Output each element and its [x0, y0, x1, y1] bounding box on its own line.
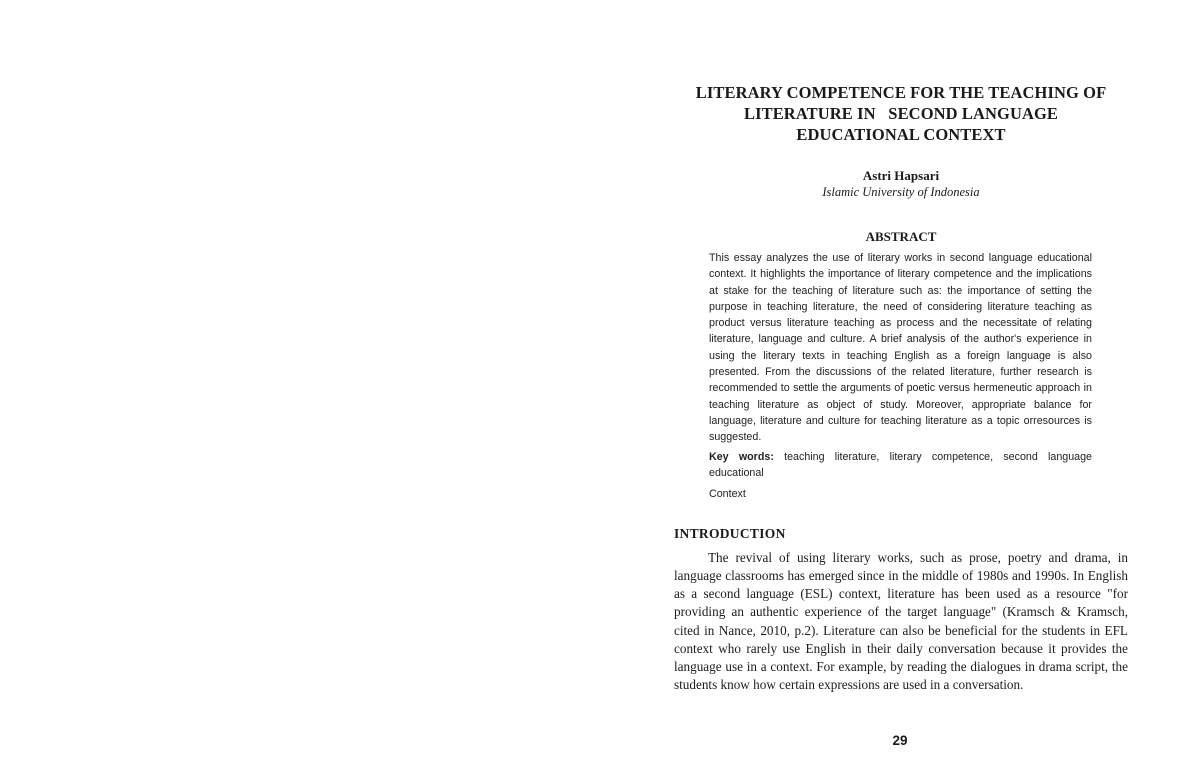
keywords-continuation: Context [709, 488, 746, 501]
abstract-heading: ABSTRACT [865, 229, 937, 244]
title-line-3: EDUCATIONAL CONTEXT [796, 125, 1006, 144]
author-name: Astri Hapsari [862, 168, 940, 183]
article-column [674, 82, 1128, 707]
page-number: 29 [892, 733, 908, 748]
keywords [709, 449, 1092, 482]
keywords-text: teaching literature, literary competence, second language educational [709, 450, 1092, 479]
abstract-text: This essay analyzes the use of literary works in second language educational context. It highlights the importance of literary competence and the implications at stake for the teaching of literature such as: the importance of setting the purpose in teaching literature, the need of considering literature teaching as product versus literature teaching as process and the necessitate of relating literature, language and culture. A brief analysis of the author's experience in using the literary texts in teaching English as a foreign language is also presented. From the discussions of the related literature, further research is recommended to settle the arguments of poetic versus hermeneutic approach in teaching literature as object of study. Moreover, appropriate balance for language, literature and culture for teaching literature as a topic orresources is suggested. [709, 252, 1092, 444]
introduction-heading: INTRODUCTION [674, 526, 786, 542]
introduction-text: The revival of using literary works, such as prose, poetry and drama, in language classrooms has emerged since in the middle of 1980s and 1990s. In English as a second language (ESL) context, literature has been used as a resource "for providing an authentic experience of the target language" (Kramsch & Kramsch, cited in Nance, 2010, p.2). Literature can also be beneficial for the students in EFL context who rarely use English in their daily conversation because it provides the language use in a context. For example, by reading the dialogues in drama script, the students know how certain expressions are used in a conversation. [674, 550, 1128, 692]
author-affiliation: Islamic University of Indonesia [822, 185, 980, 199]
title-line-2: LITERATURE IN SECOND LANGUAGE [743, 104, 1059, 123]
title-line-1: LITERARY COMPETENCE FOR THE TEACHING OF [695, 83, 1107, 102]
paper-title [674, 82, 1128, 145]
keywords-label: Key words: [709, 450, 774, 463]
